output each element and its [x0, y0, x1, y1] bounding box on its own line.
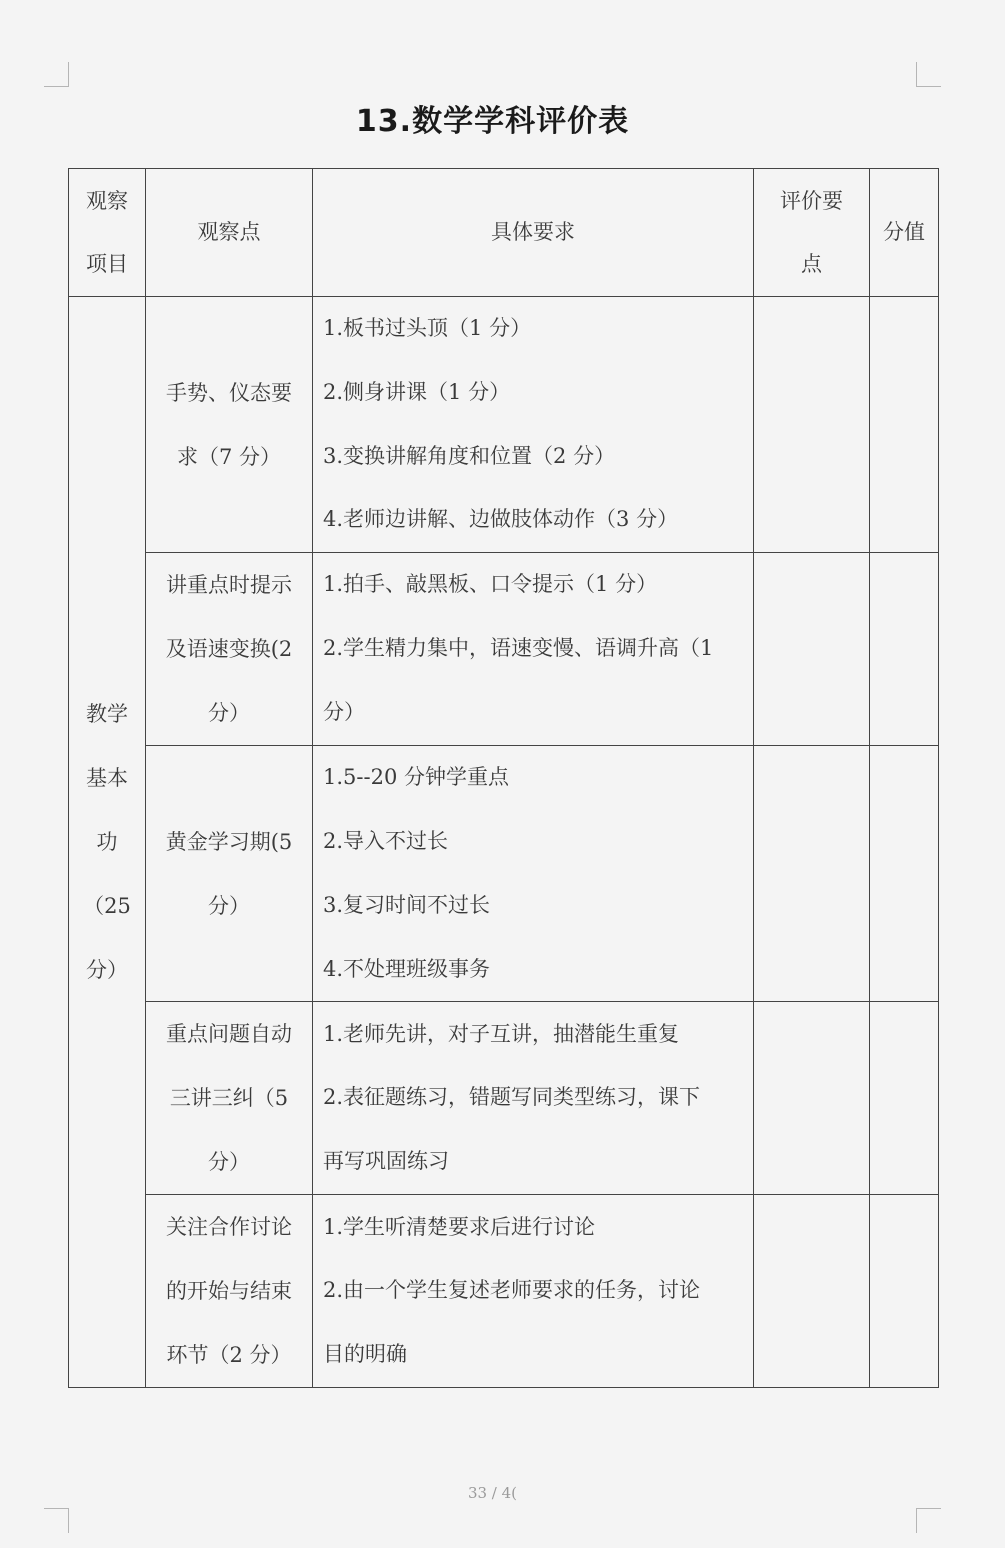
table-row — [69, 297, 939, 553]
score-cell — [870, 553, 939, 746]
observe-point-line: 重点问题自动 — [166, 1022, 292, 1047]
category-line: 基本 — [86, 766, 128, 791]
observe-point-line: 三讲三纠（5 — [169, 1086, 289, 1111]
category-line: 教学 — [86, 702, 128, 727]
requirement-item: 1.老师先讲，对子互讲，抽潜能生重复 — [323, 1021, 680, 1046]
eval-points-cell — [754, 1002, 870, 1195]
requirement-item: 2.导入不过长 — [323, 828, 449, 853]
observe-point-cell — [146, 1195, 313, 1388]
requirement-item: 2.表征题练习，错题写同类型练习，课下 — [323, 1085, 701, 1110]
crop-mark-bottom-right — [916, 1508, 941, 1533]
requirement-item: 4.不处理班级事务 — [323, 956, 491, 981]
requirement-item: 2.学生精力集中，语速变慢、语调升高（1 — [323, 636, 714, 661]
requirement-item: 3.变换讲解角度和位置（2 分） — [323, 443, 616, 468]
observe-point-line: 分） — [208, 893, 250, 918]
requirement-item: 2.由一个学生复述老师要求的任务，讨论 — [323, 1278, 701, 1303]
eval-points-cell — [754, 553, 870, 746]
requirement-item: 1.5--20 分钟学重点 — [323, 765, 509, 790]
category-line: 分） — [86, 958, 128, 983]
crop-mark-top-right — [916, 62, 941, 87]
observe-point-line: 环节（2 分） — [166, 1343, 292, 1368]
observe-point-line: 及语速变换(2 — [165, 637, 293, 662]
requirement-item: 4.老师边讲解、边做肢体动作（3 分） — [323, 507, 679, 532]
category-cell — [69, 297, 146, 1388]
requirement-item: 2.侧身讲课（1 分） — [323, 379, 511, 404]
header-observe-item-line: 项目 — [86, 251, 128, 276]
header-observe-item-line: 观察 — [86, 188, 128, 213]
header-observe-point: 观察点 — [146, 169, 313, 297]
eval-points-cell — [754, 1195, 870, 1388]
observe-point-line: 黄金学习期(5 — [165, 829, 293, 854]
requirements-cell — [313, 1002, 754, 1195]
observe-point-cell — [146, 1002, 313, 1195]
observe-point-line: 手势、仪态要 — [166, 380, 292, 405]
requirement-item: 再写巩固练习 — [323, 1149, 449, 1174]
requirement-item: 目的明确 — [323, 1342, 407, 1367]
requirements-cell — [313, 553, 754, 746]
score-cell — [870, 1195, 939, 1388]
requirement-item: 3.复习时间不过长 — [323, 892, 491, 917]
header-row — [69, 169, 939, 297]
observe-point-line: 求（7 分） — [176, 444, 282, 469]
score-cell — [870, 297, 939, 553]
crop-mark-top-left — [44, 62, 69, 87]
page-number: 33 / 4( — [467, 1484, 518, 1502]
observe-point-line: 关注合作讨论 — [166, 1215, 292, 1240]
observe-point-line: 分） — [208, 1150, 250, 1175]
requirements-cell — [313, 297, 754, 553]
requirement-item: 1.拍手、敲黑板、口令提示（1 分） — [323, 572, 658, 597]
table-row — [69, 1002, 939, 1195]
observe-point-cell — [146, 553, 313, 746]
observe-point-cell — [146, 297, 313, 553]
header-eval-points — [754, 169, 870, 297]
requirement-item: 1.板书过头顶（1 分） — [323, 316, 532, 340]
requirements-cell — [313, 746, 754, 1002]
eval-points-cell — [754, 746, 870, 1002]
requirements-cell — [313, 1195, 754, 1388]
observe-point-line: 的开始与结束 — [166, 1279, 292, 1304]
category-line: （25 — [83, 894, 131, 919]
crop-mark-bottom-left — [44, 1508, 69, 1533]
category-line: 功 — [96, 830, 118, 855]
table-row — [69, 1195, 939, 1388]
score-cell — [870, 746, 939, 1002]
table-row — [69, 746, 939, 1002]
observe-point-line: 讲重点时提示 — [166, 573, 292, 598]
header-observe-item — [69, 169, 146, 297]
evaluation-table — [68, 168, 939, 1388]
header-eval-points-line: 点 — [801, 251, 822, 276]
requirement-item: 1.学生听清楚要求后进行讨论 — [323, 1214, 596, 1239]
header-requirements: 具体要求 — [313, 169, 754, 297]
page-title: 13.数学学科评价表 — [355, 104, 630, 139]
requirement-item: 分） — [323, 700, 365, 725]
header-score: 分值 — [870, 169, 939, 297]
table-row — [69, 553, 939, 746]
header-eval-points-line: 评价要 — [780, 188, 843, 213]
score-cell — [870, 1002, 939, 1195]
observe-point-cell — [146, 746, 313, 1002]
eval-points-cell — [754, 297, 870, 553]
observe-point-line: 分） — [208, 701, 250, 726]
